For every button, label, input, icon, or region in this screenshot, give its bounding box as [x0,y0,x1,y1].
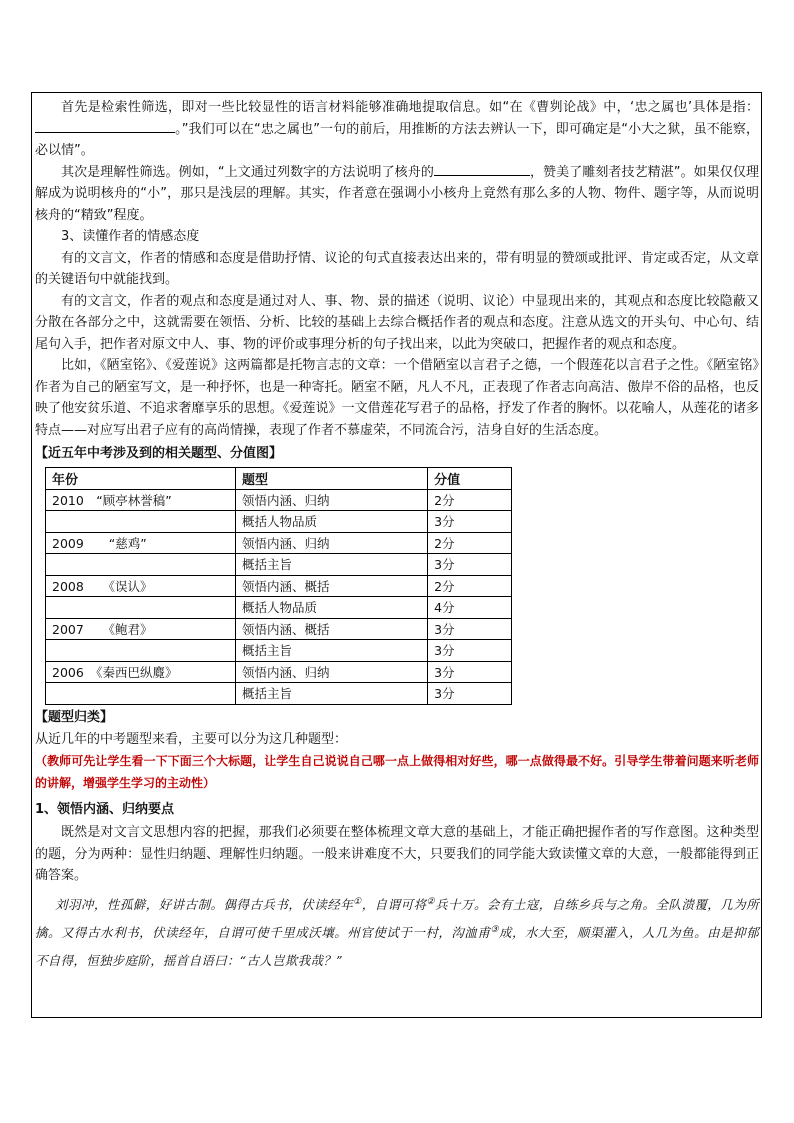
table-row [46,532,512,554]
paragraph-text: 。”我们可以在“忠之属也”一句的前后，用推断的方法去辨认一下，即可确定是“小大之狱，虽不能察，必以情”。 [35,121,759,158]
table-row [46,661,512,683]
cell-year: 2007 《鲍君》 [46,618,236,640]
passage-text: 兵十万。会有土寇，自练乡兵与之角。全队溃覆，几为所擒。又得古水利书，伏读经年，自谓可使千里成沃壤。州官使试于一村，沟洫甫 [35,896,759,940]
table-row [46,511,512,533]
cell-type: 领悟内涵、归纳 [236,661,428,683]
cell-type: 概括人物品质 [236,511,428,533]
answer-blank [35,120,175,133]
cell-score: 4分 [428,597,512,619]
footnote-marker: ② [426,896,436,907]
teacher-note: （教师可先让学生看一下下面三个大标题，让学生自己说说自己哪一点上做得相对好些，哪一点做得最不好。引导学生带着问题来听老师的讲解，增强学生学习的主动性） [35,754,759,790]
cell-type: 概括主旨 [236,640,428,662]
paragraph-text: 首先是检索性筛选，即对一些比较显性的语言材料能够准确地提取信息。如“在《曹刿论战》中，‘忠之属也’具体是指： [61,100,759,115]
cell-type: 概括人物品质 [236,597,428,619]
classical-passage [35,891,759,975]
cell-year: 2008 《误认》 [46,575,236,597]
cell-score: 3分 [428,640,512,662]
table-heading: 【近五年中考涉及到的相关题型、分值图】 [35,446,283,461]
table-row [46,683,512,705]
cell-type: 领悟内涵、归纳 [236,489,428,511]
cell-score: 2分 [428,575,512,597]
cell-score: 3分 [428,683,512,705]
table-row [46,489,512,511]
table-row [46,554,512,576]
cell-year [46,640,236,662]
cell-type: 领悟内涵、概括 [236,575,428,597]
cell-type: 概括主旨 [236,554,428,576]
cell-score: 2分 [428,532,512,554]
classify-intro: 从近几年的中考题型来看，主要可以分为这几种题型： [35,731,348,747]
table-row [46,640,512,662]
footnote-marker: ③ [490,924,499,935]
cell-year [46,511,236,533]
cell-score: 3分 [428,618,512,640]
paragraph-direct: 有的文言文，作者的情感和态度是借助抒情、议论的句式直接表达出来的，带有明显的赞颂或批评、肯定或否定，从文章的关键语句中就能找到。 [35,250,759,287]
table-header-row [46,468,512,490]
cell-score: 3分 [428,511,512,533]
header-score: 分值 [428,468,512,490]
table-row [46,618,512,640]
section-1-title: 1、领悟内涵、归纳要点 [35,802,175,817]
cell-year [46,683,236,705]
header-year: 年份 [46,468,236,490]
table-row [46,575,512,597]
cell-year: 2006 《秦西巴纵麑》 [46,661,236,683]
answer-blank [434,163,530,176]
paragraph-text: ，赞美了雕刻者技艺精湛”。如果仅仅理解成为说明核舟的“小”，那只是浅层的理解。其实，作者意在强调小小核舟上竟然有那么多的人物、物件、题字等，从而说明核舟的“精致”程度。 [35,164,759,223]
passage-text: 成，水大至，顺渠灌入，人几为鱼。由是抑郁不自得，恒独步庭阶，摇首自语曰：“古人岂欺我哉？” [35,924,759,968]
document-body [35,97,759,975]
cell-score: 3分 [428,554,512,576]
passage-text: 刘羽冲，性孤僻，好讲古制。偶得古兵书，伏读经年 [55,896,354,912]
score-table-wrap [45,467,759,705]
footnote-marker: ① [353,896,362,907]
paragraph-indirect: 有的文言文，作者的观点和态度是通过对人、事、物、景的描述（说明、议论）中显现出来的，其观点和态度比较隐蔽又分散在各部分之中，这就需要在领悟、分析、比较的基础上去综合概括作者的观点和态度。注意从选文的开头句、中心句、结尾句入手，把作者对原文中人、事、物的评价或事理分析的句子找出来，以此为突破口，把握作者的观点和态度。 [35,293,759,352]
score-table [45,467,512,705]
header-type: 题型 [236,468,428,490]
cell-year [46,597,236,619]
paragraph-retrieval [35,97,759,162]
cell-score: 2分 [428,489,512,511]
paragraph-text: 其次是理解性筛选。例如，“上文通过列数字的方法说明了核舟的 [61,164,434,180]
classify-heading: 【题型归类】 [35,709,114,725]
cell-type: 领悟内涵、归纳 [236,532,428,554]
subheading-emotion: 3、读懂作者的情感态度 [61,229,200,244]
cell-year [46,554,236,576]
cell-type: 概括主旨 [236,683,428,705]
section-1-body: 既然是对文言文思想内容的把握，那我们必须要在整体梳理文章大意的基础上，才能正确把握作者的写作意图。这种类型的题，分为两种：显性归纳题、理解性归纳题。一般来讲难度不大，只要我们的同学能大致读懂文章的大意，一般都能得到正确答案。 [35,825,759,883]
paragraph-understanding [35,162,759,227]
passage-text: ，自谓可将 [361,896,427,912]
paragraph-example: 比如，《陋室铭》、《爱莲说》这两篇都是托物言志的文章：一个借陋室以言君子之德，一个假莲花以言君子之性。《陋室铭》作者为自己的陋室写文，是一种抒怀，也是一种寄托。陋室不陋，凡人不凡，正表现了作者志向高洁、傲岸不俗的品格，也反映了他安贫乐道、不追求奢靡享乐的思想。《爱莲说》一文借莲花写君子的品格，抒发了作者的胸怀。以花喻人，从莲花的诸多特点——对应写出君子应有的高尚情操，表现了作者不慕虚荣，不同流合污，洁身自好的生活态度。 [35,358,759,438]
table-row [46,597,512,619]
cell-score: 3分 [428,661,512,683]
cell-type: 领悟内涵、概括 [236,618,428,640]
cell-year: 2010 “顾亭林誉稿” [46,489,236,511]
cell-year: 2009 “慈鸡” [46,532,236,554]
